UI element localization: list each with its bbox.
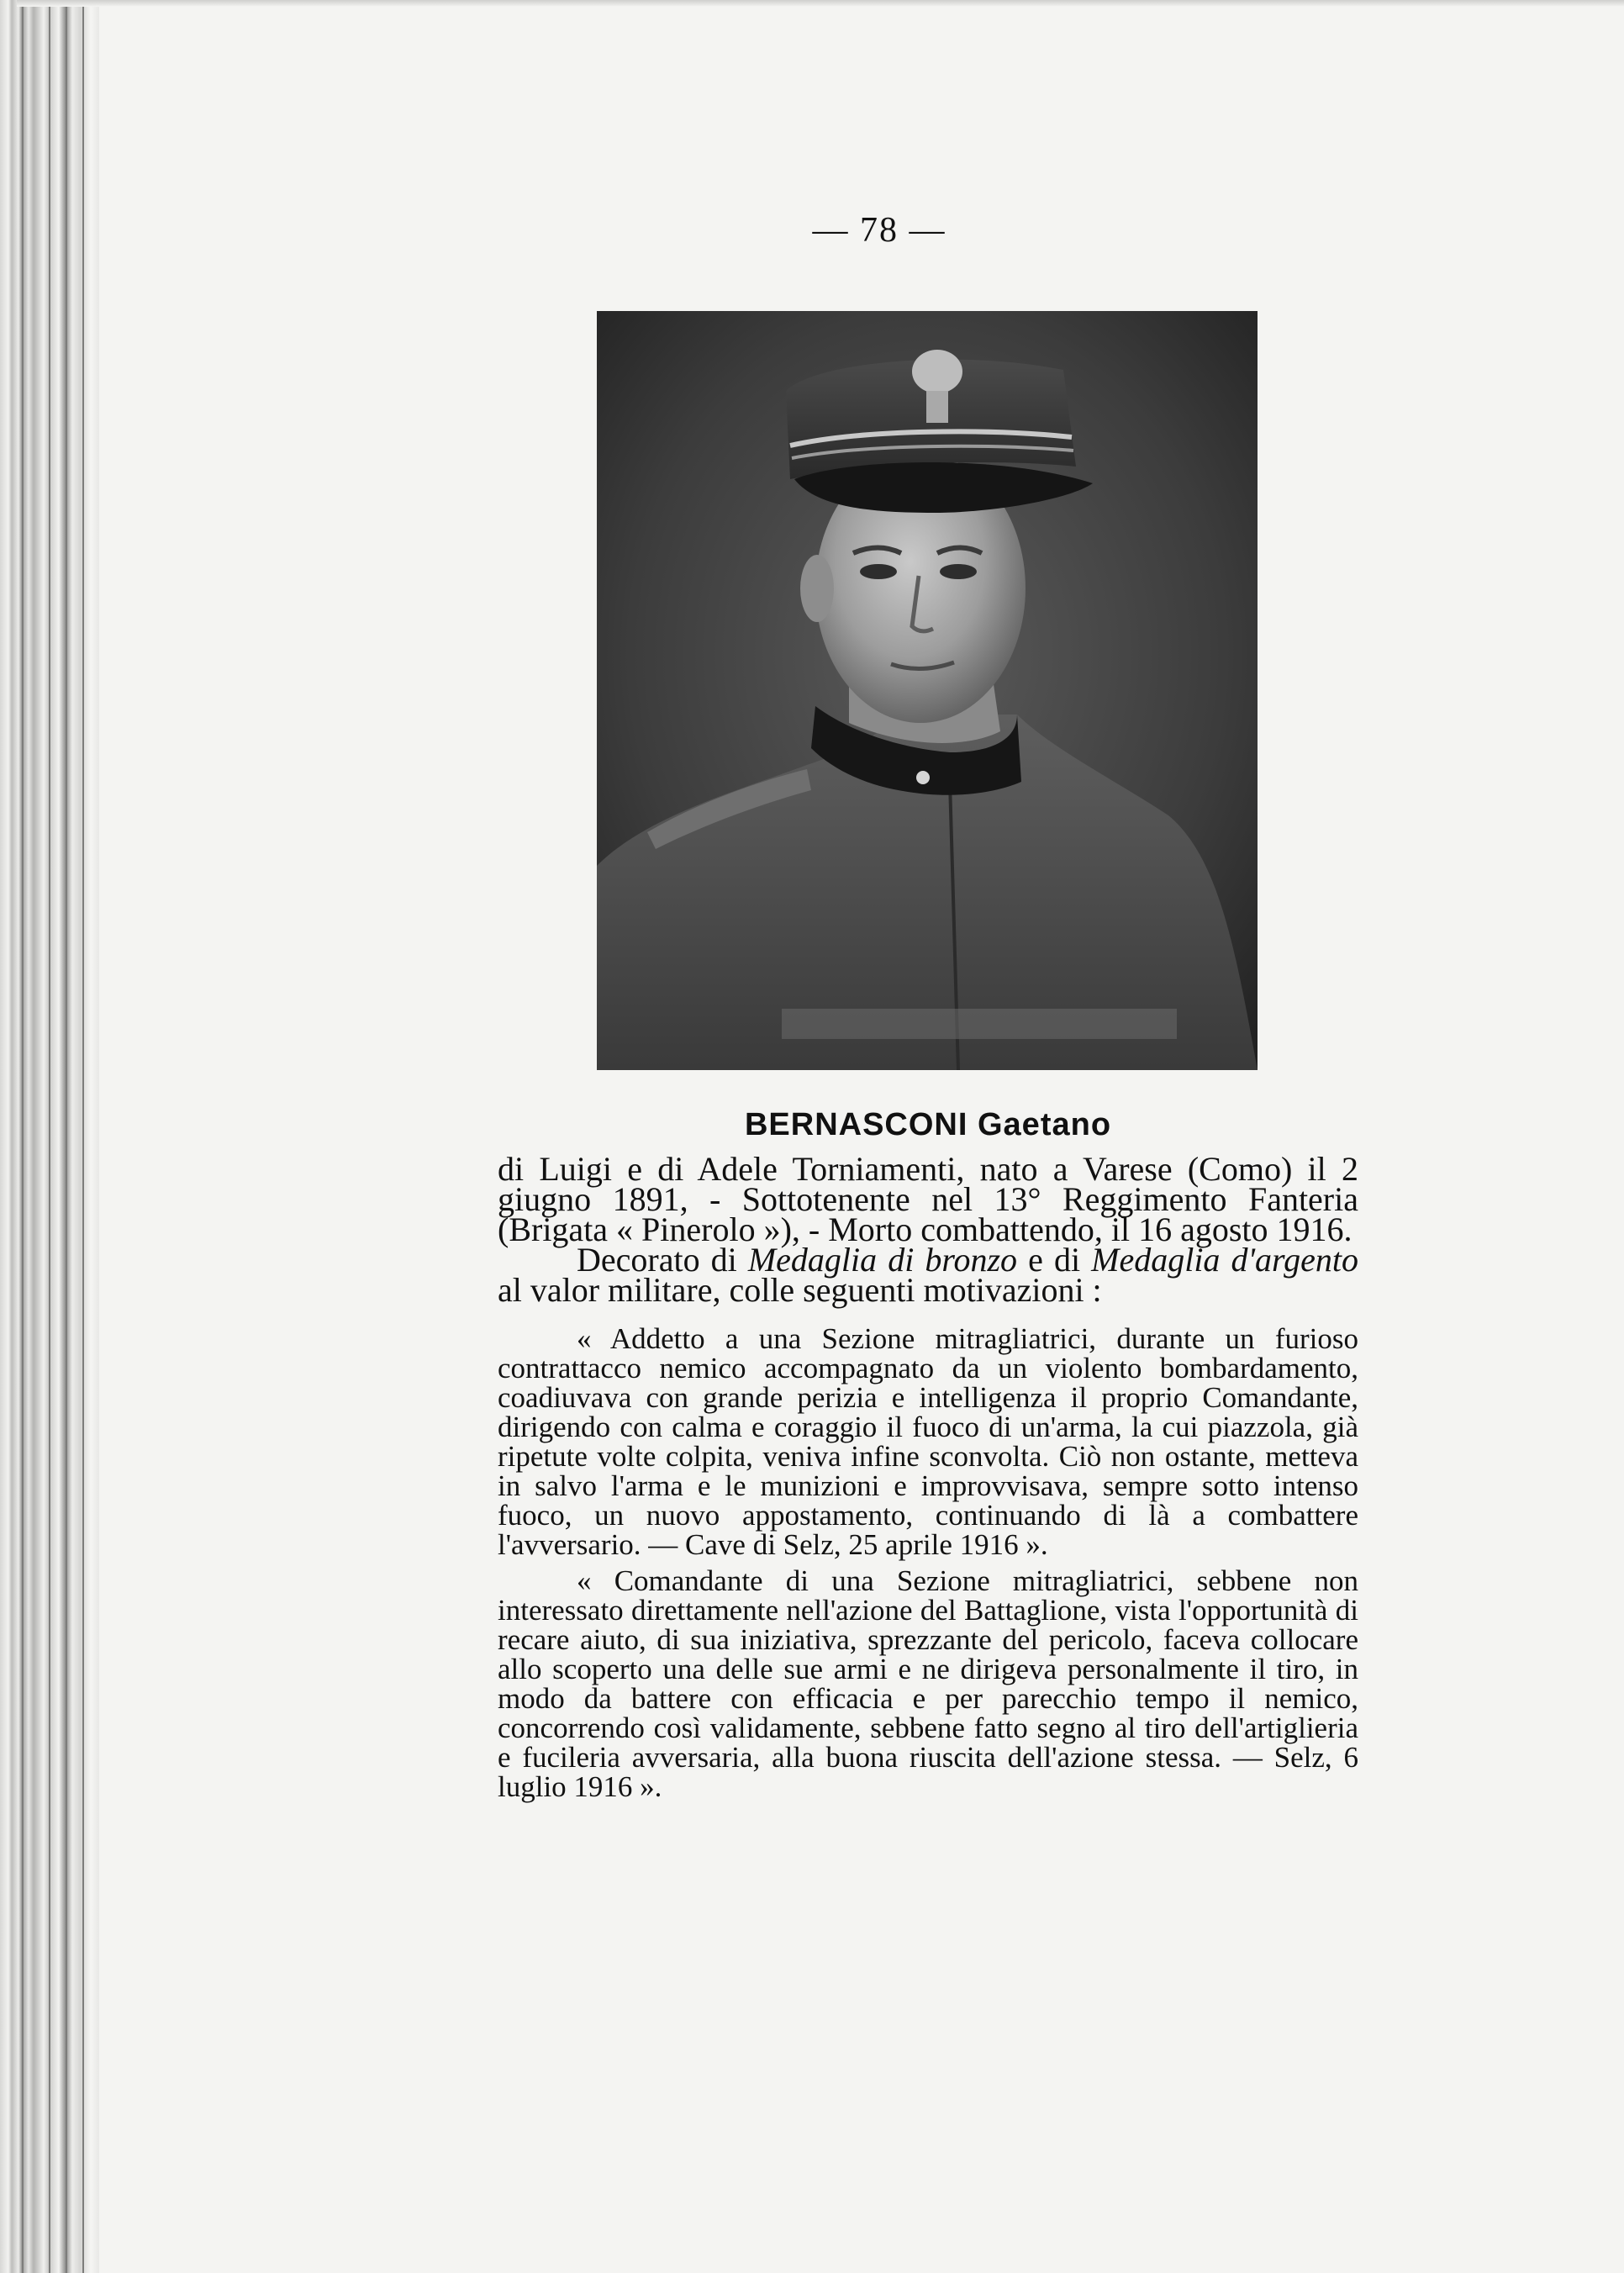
biography-entry: [498, 1105, 1358, 1801]
page-number: — 78 —: [812, 211, 946, 250]
portrait-photo-icon: [597, 311, 1258, 1070]
entry-bio: di Luigi e di Adele Torniamenti, nato a Varese (Como) il 2 giugno 1891, - Sottotenente nel 13° Reggimento Fanteria (Brigata « Pinerolo »), - Morto combattendo, il 16 agosto 1916.: [498, 1150, 1358, 1248]
portrait-photo: [597, 311, 1258, 1070]
binding-line: [66, 0, 67, 2273]
binding-line: [49, 0, 50, 2273]
decoration-suffix: al valor militare, colle seguenti motivazioni :: [498, 1271, 1102, 1309]
medal-bronze: Medaglia di bronzo: [747, 1241, 1018, 1279]
citations: [498, 1324, 1358, 1801]
decoration-prefix: Decorato di: [577, 1241, 748, 1279]
page-top-edge: [17, 0, 1624, 7]
entry-decoration: [498, 1241, 1358, 1309]
binding-line: [22, 0, 24, 2273]
citation-silver: « Comandante di una Sezione mitragliatrici, sebbene non interessato direttamente nell'azione del Battaglione, vista l'opportunità di recare aiuto, di sua iniziativa, sprezzante del pericolo, faceva collocare allo scoperto una delle sue armi e ne dirigeva personalmente il tiro, in modo da battere con efficacia e per parecchio tempo il nemico, concorrendo così validamente, sebbene fatto segno al tiro dell'artiglieria e fucileria avversaria, alla buona riuscita dell'azione stessa. — Selz, 6 luglio 1916 ».: [498, 1564, 1358, 1803]
citation-bronze: « Addetto a una Sezione mitragliatrici, durante un furioso contrattacco nemico accompagnato da un violento bombardamento, coadiuvava con grande perizia e intelligenza il proprio Comandante, dirigendo con calma e coraggio il fuoco di un'arma, la cui piazzola, già ripetute volte colpita, veniva infine sconvolta. Ciò non ostante, metteva in salvo l'arma e le munizioni e improvvisava, sempre sotto intenso fuoco, un nuovo appostamento, continuando di là a combattere l'avversario. — Cave di Selz, 25 aprile 1916 ».: [498, 1322, 1358, 1561]
decoration-middle: e di: [1017, 1241, 1092, 1279]
entry-name-heading: BERNASCONI Gaetano: [744, 1107, 1112, 1142]
medal-silver: Medaglia d'argento: [1091, 1241, 1358, 1279]
binding-line: [82, 0, 84, 2273]
